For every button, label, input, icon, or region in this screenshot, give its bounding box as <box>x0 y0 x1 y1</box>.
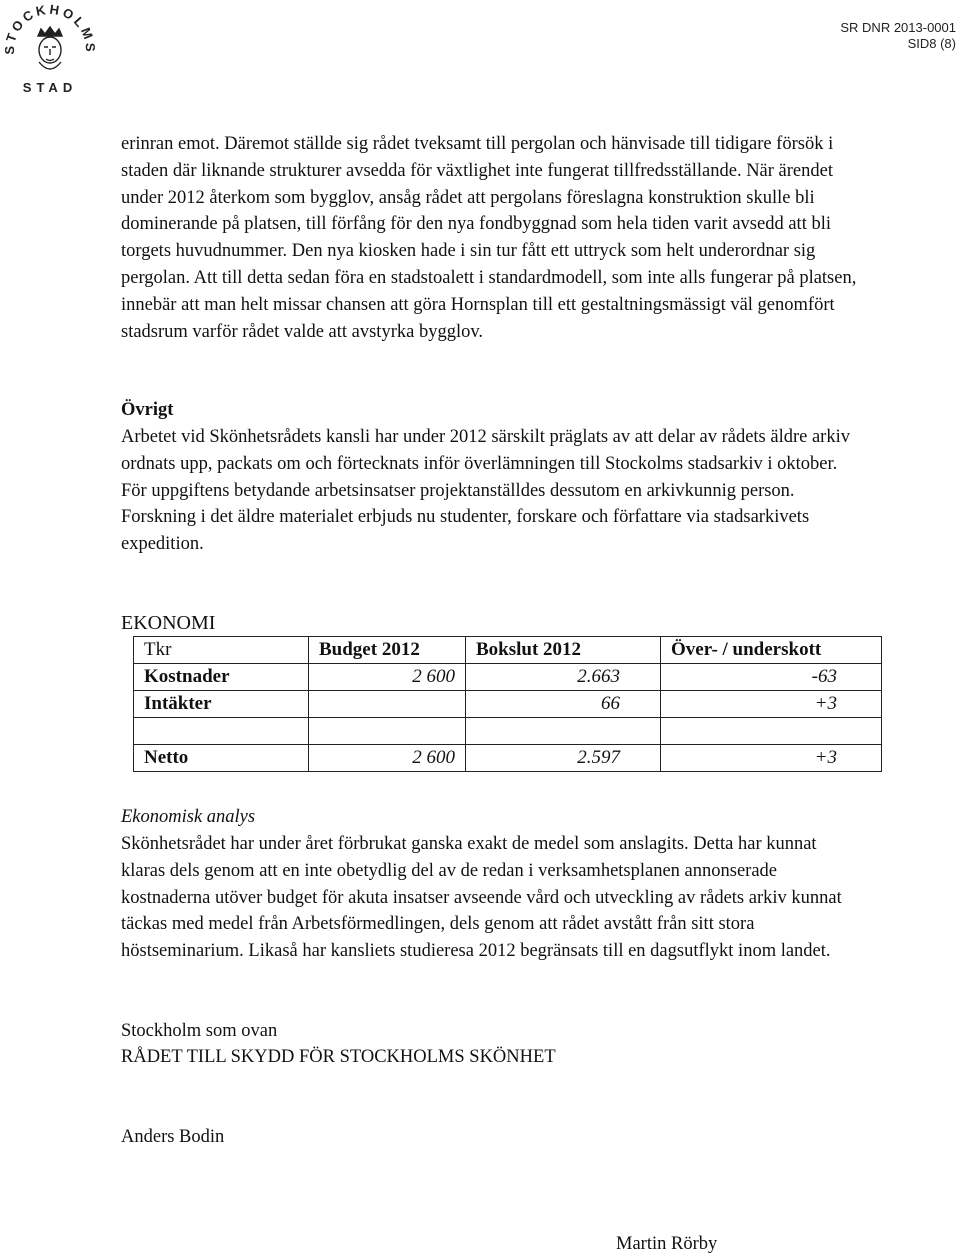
table-cell: 2 600 <box>309 745 466 772</box>
table-cell: 2 600 <box>309 664 466 691</box>
page-number: SID8 (8) <box>907 36 956 51</box>
table-cell: +3 <box>661 691 882 718</box>
table-cell <box>661 718 882 745</box>
table-row <box>134 691 882 718</box>
table-header-row <box>134 637 882 664</box>
header-cell: Över- / underskott <box>661 637 882 664</box>
table-cell: 66 <box>466 691 661 718</box>
table-cell: 2.597 <box>466 745 661 772</box>
table-cell: +3 <box>661 745 882 772</box>
heading-ovrigt: Övrigt <box>121 400 174 420</box>
budget-table <box>133 636 882 772</box>
paragraph-analysis: Skönhetsrådet har under året förbrukat ganska exakt de medel som anslagits. Detta har kunnat klaras dels genom att en inte obetydlig del av de redan i verksamhetsplanen annonserade kostnaderna utöver budget för akuta insatser avseende vård och utveckling av rådets arkiv kunnat täckas med medel från Arbetsförmedlingen, dels genom att rådet avstått från sitt stora höstseminarium. Likaså har kansliets studieresa 2012 begränsats till en dagsutflykt inom landet. <box>121 834 842 962</box>
heading-ekonomi: EKONOMI <box>121 612 216 634</box>
row-label <box>134 718 309 745</box>
svg-text:STOCKHOLMS: STOCKHOLMS <box>1 1 99 55</box>
paragraph-pergola: erinran emot. Däremot ställde sig rådet tveksamt till pergolan och hänvisade till tidigare försök i staden där liknande strukturer avsedda för växtlighet inte fungerat tillfredsställande. När ärendet under 2012 återkom som bygglov, ansåg rådet att pergolans föreslagna konstruktion skulle bli dominerande på platsen, till förfång för den nya fondbyggnad som hela tiden varit avsedd att bli torgets huvudnummer. Den nya kiosken hade i sin tur fått ett uttryck som helt underordnar sig pergolan. Att till detta sedan föra en stadstoalett i standardmodell, som inte alls fungerar på platsen, innebär att man helt missar chansen att göra Hornsplan till ett gestaltningsmässigt väl genomfört stadsrum varför rådet valde att avstyrka bygglov. <box>121 134 857 342</box>
paragraph-archive: Arbetet vid Skönhetsrådets kansli har under 2012 särskilt präglats av att delar av rådets äldre arkiv ordnats upp, packats om och förtecknats inför överlämningen till Stockolms stadsarkiv i oktober. För uppgiftens betydande arbetsinsatser projektanställdes dessutom en arkivkunnig person. Forskning i det äldre materialet erbjuds nu studenter, forskare och författare via stadsarkivets expedition. <box>121 427 850 555</box>
header-cell: Budget 2012 <box>309 637 466 664</box>
table-cell <box>466 718 661 745</box>
signature-anders-bodin: Anders Bodin <box>121 1127 225 1147</box>
row-label: Netto <box>134 745 309 772</box>
table-row <box>134 745 882 772</box>
svg-text:STAD: STAD <box>22 80 78 95</box>
diary-number: SR DNR 2013-0001 <box>840 20 956 35</box>
document-reference <box>840 20 956 52</box>
table-cell <box>309 691 466 718</box>
crowned-head-icon <box>38 27 62 69</box>
closing-place: Stockholm som ovan <box>121 1021 278 1041</box>
table-row <box>134 664 882 691</box>
table-cell: -63 <box>661 664 882 691</box>
row-label: Kostnader <box>134 664 309 691</box>
header-cell: Tkr <box>134 637 309 664</box>
signature-martin-rorby: Martin Rörby <box>616 1234 718 1254</box>
stockholms-stad-logo <box>0 0 100 100</box>
table-cell: 2.663 <box>466 664 661 691</box>
table-row <box>134 718 882 745</box>
header-cell: Bokslut 2012 <box>466 637 661 664</box>
heading-ekonomisk-analys: Ekonomisk analys <box>121 807 256 827</box>
row-label: Intäkter <box>134 691 309 718</box>
closing-organization: RÅDET TILL SKYDD FÖR STOCKHOLMS SKÖNHET <box>121 1047 556 1067</box>
table-cell <box>309 718 466 745</box>
